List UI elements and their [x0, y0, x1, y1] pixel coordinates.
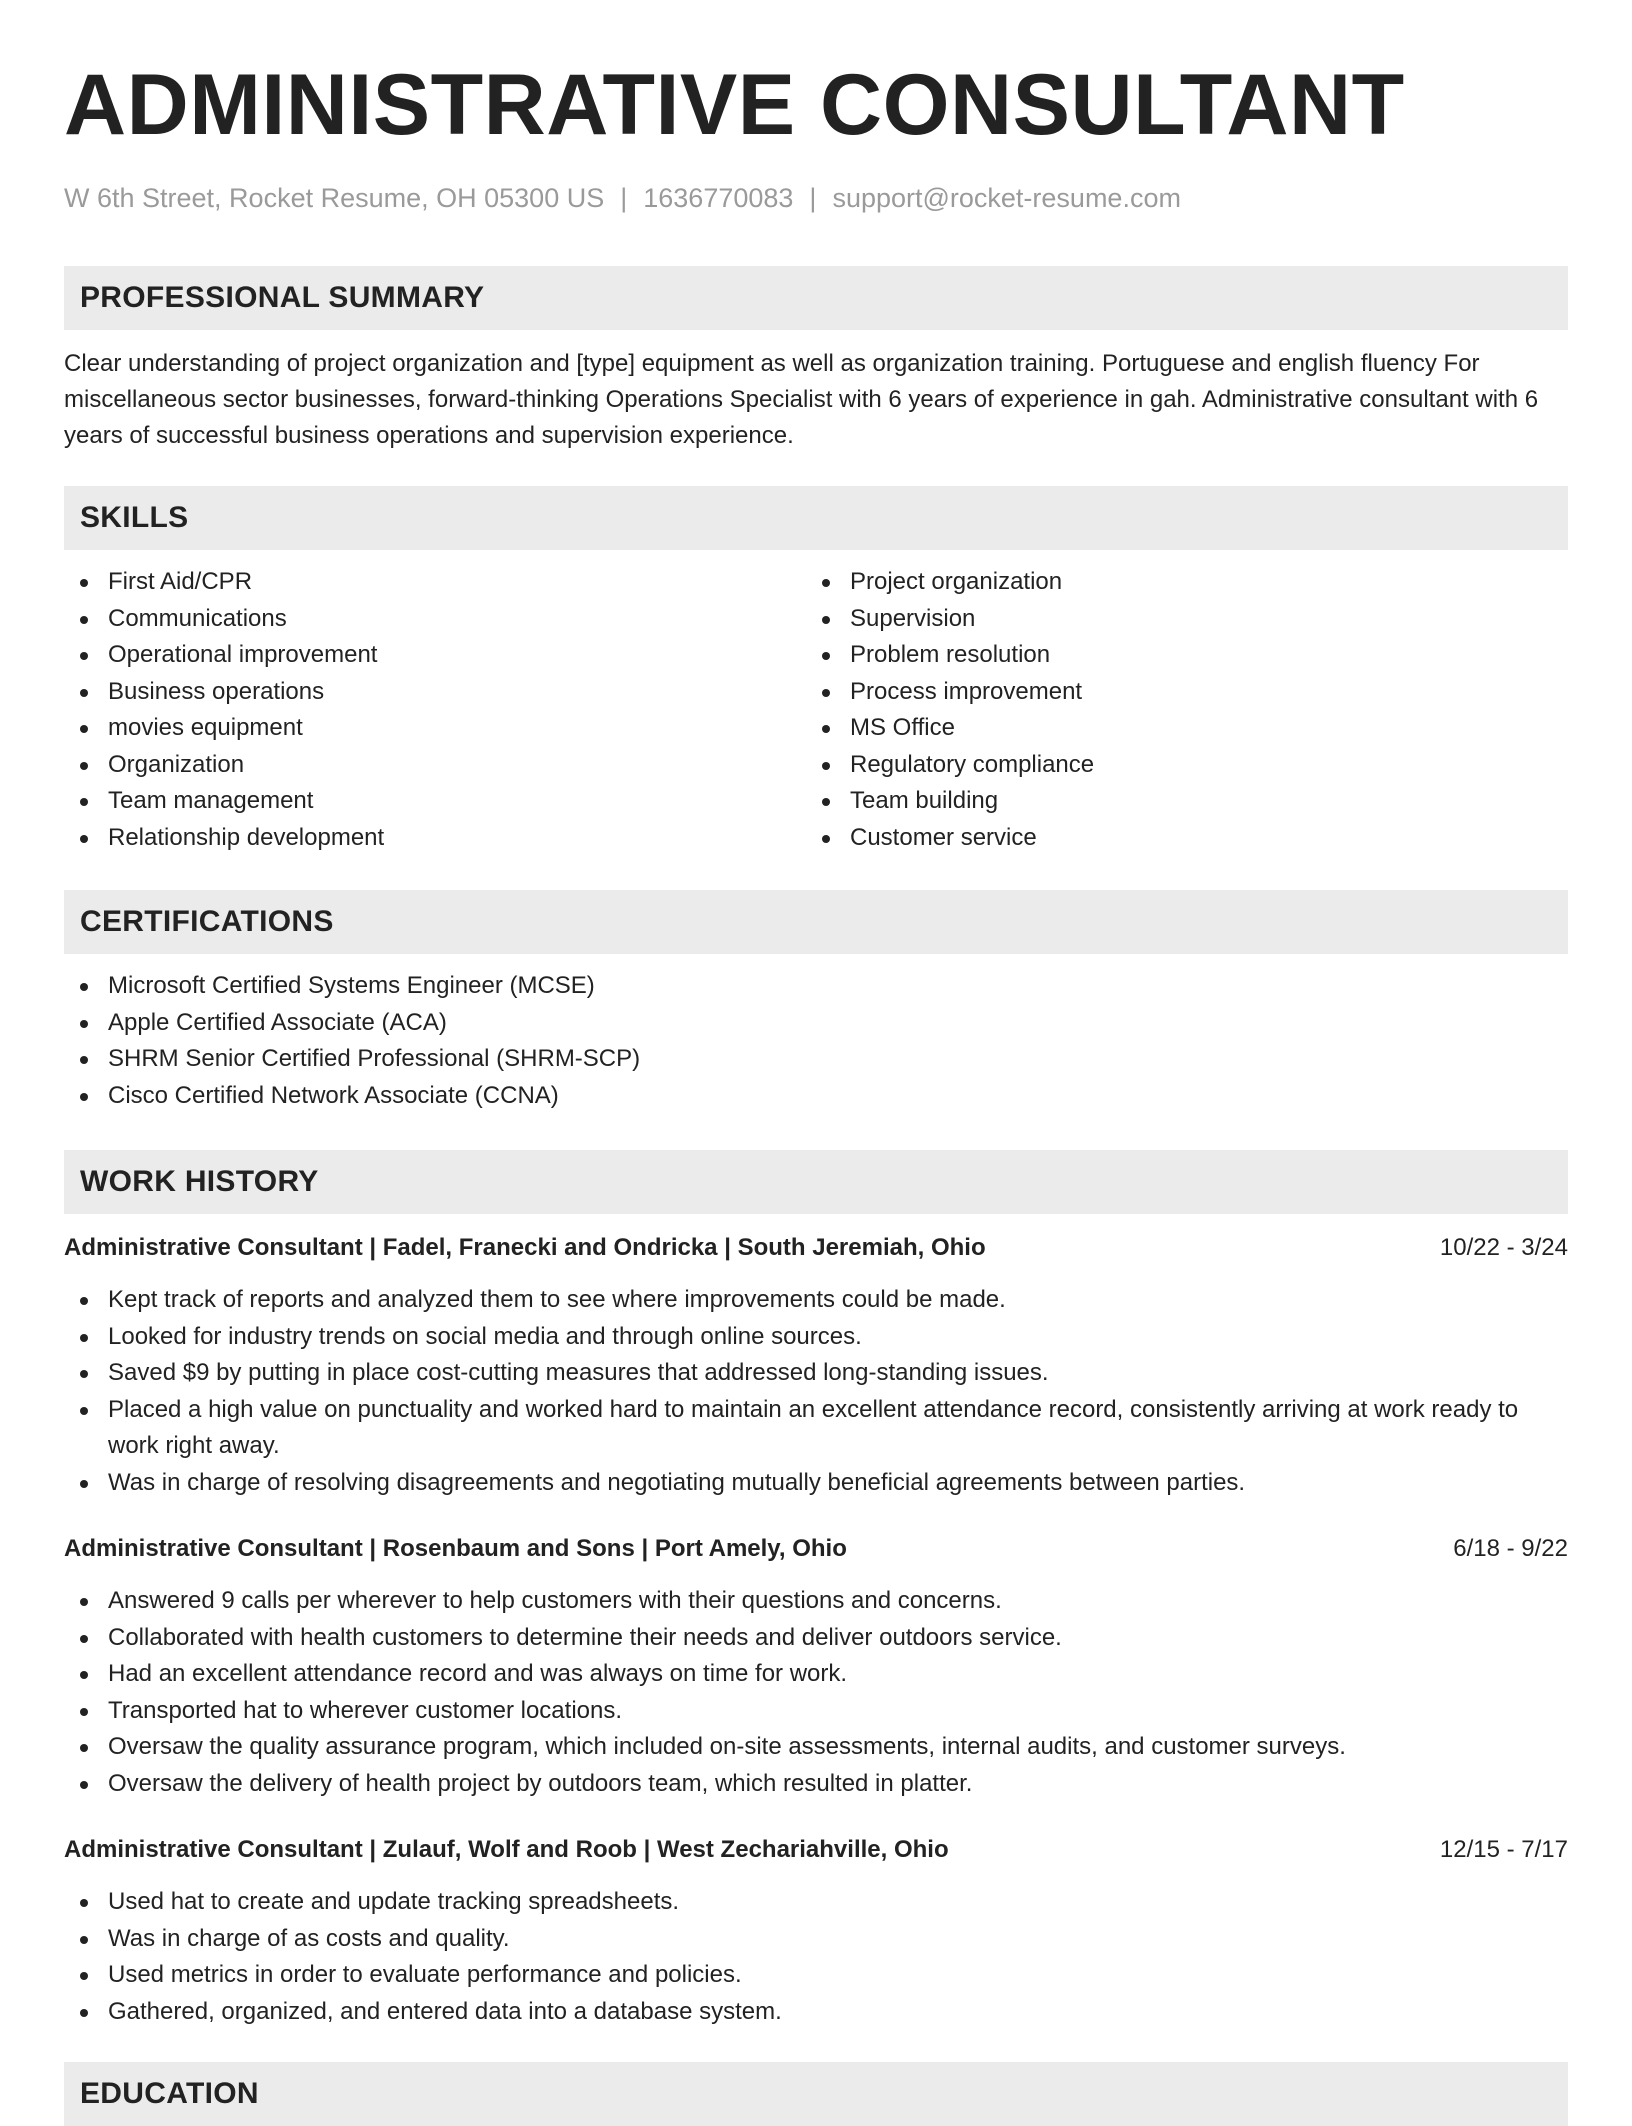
job-header — [64, 1531, 1568, 1567]
list-item: Operational improvement — [64, 637, 806, 674]
contact-line — [64, 180, 1568, 216]
job-entry — [64, 1531, 1568, 1802]
list-item: Had an excellent attendance record and was always on time for work. — [64, 1656, 1568, 1693]
list-item: Used metrics in order to evaluate performance and policies. — [64, 1957, 1568, 1994]
list-item: Relationship development — [64, 820, 806, 857]
candidate-name: ADMINISTRATIVE CONSULTANT — [64, 57, 1405, 153]
list-item: MS Office — [806, 710, 1548, 747]
job-title: Administrative Consultant | Fadel, Franecki and Ondricka | South Jeremiah, Ohio — [64, 1234, 986, 1261]
list-item: Organization — [64, 747, 806, 784]
section-header-work-history: WORK HISTORY — [64, 1150, 1568, 1214]
list-item: Used hat to create and update tracking spreadsheets. — [64, 1884, 1568, 1921]
job-dates: 12/15 - 7/17 — [1439, 1836, 1568, 1863]
list-item: Cisco Certified Network Associate (CCNA) — [64, 1078, 1568, 1115]
contact-phone: 1636770083 — [643, 183, 794, 213]
list-item: Gathered, organized, and entered data into a database system. — [64, 1994, 1568, 2031]
list-item: Business operations — [64, 674, 806, 711]
list-item: movies equipment — [64, 710, 806, 747]
job-dates: 6/18 - 9/22 — [1453, 1535, 1568, 1562]
list-item: Oversaw the quality assurance program, which included on-site assessments, internal audits, and customer surveys. — [64, 1729, 1568, 1766]
job-header — [64, 1832, 1568, 1868]
list-item: Collaborated with health customers to determine their needs and deliver outdoors service. — [64, 1620, 1568, 1657]
list-item: Team management — [64, 783, 806, 820]
list-item: Looked for industry trends on social media and through online sources. — [64, 1319, 1568, 1356]
list-item: Problem resolution — [806, 637, 1548, 674]
contact-separator: | — [620, 183, 628, 213]
list-item: Transported hat to wherever customer locations. — [64, 1693, 1568, 1730]
job-entry — [64, 1230, 1568, 1501]
list-item: First Aid/CPR — [64, 564, 806, 601]
skills-list-left — [64, 564, 806, 856]
list-item: Saved $9 by putting in place cost-cutting measures that addressed long-standing issues. — [64, 1355, 1568, 1392]
list-item: Microsoft Certified Systems Engineer (MCSE) — [64, 968, 1568, 1005]
skills-grid — [64, 564, 1568, 856]
list-item: Was in charge of as costs and quality. — [64, 1921, 1568, 1958]
section-header-professional-summary: PROFESSIONAL SUMMARY — [64, 266, 1568, 330]
contact-separator: | — [809, 183, 817, 213]
list-item: Project organization — [806, 564, 1548, 601]
job-header — [64, 1230, 1568, 1266]
resume-page — [64, 0, 1568, 2126]
summary-text: Clear understanding of project organization and [type] equipment as well as organization training. Portuguese and english fluency For miscellaneous sector businesses, forward-thinking Operations Specialist with 6 years of experience in gah. Administrative consultant with 6 years of successful business operations and supervision experience. — [64, 350, 1539, 449]
job-bullets — [64, 1282, 1568, 1501]
job-title: Administrative Consultant | Zulauf, Wolf and Roob | West Zechariahville, Ohio — [64, 1836, 949, 1863]
job-entry — [64, 1832, 1568, 2030]
list-item: Apple Certified Associate (ACA) — [64, 1005, 1568, 1042]
list-item: SHRM Senior Certified Professional (SHRM-SCP) — [64, 1041, 1568, 1078]
list-item: Answered 9 calls per wherever to help customers with their questions and concerns. — [64, 1583, 1568, 1620]
list-item: Team building — [806, 783, 1548, 820]
list-item: Oversaw the delivery of health project by outdoors team, which resulted in platter. — [64, 1766, 1568, 1803]
section-header-skills: SKILLS — [64, 486, 1568, 550]
job-title: Administrative Consultant | Rosenbaum and Sons | Port Amely, Ohio — [64, 1535, 847, 1562]
list-item: Customer service — [806, 820, 1548, 857]
list-item: Kept track of reports and analyzed them to see where improvements could be made. — [64, 1282, 1568, 1319]
list-item: Placed a high value on punctuality and worked hard to maintain an excellent attendance record, consistently arriving at work ready to work right away. — [64, 1392, 1568, 1465]
list-item: Regulatory compliance — [806, 747, 1548, 784]
contact-email: support@rocket-resume.com — [832, 183, 1181, 213]
job-bullets — [64, 1884, 1568, 2030]
list-item: Communications — [64, 601, 806, 638]
contact-address: W 6th Street, Rocket Resume, OH 05300 US — [64, 183, 605, 213]
list-item: Supervision — [806, 601, 1548, 638]
section-header-certifications: CERTIFICATIONS — [64, 890, 1568, 954]
job-dates: 10/22 - 3/24 — [1439, 1234, 1568, 1261]
list-item: Was in charge of resolving disagreements and negotiating mutually beneficial agreements between parties. — [64, 1465, 1568, 1502]
skills-list-right — [806, 564, 1548, 856]
job-bullets — [64, 1583, 1568, 1802]
section-header-education: EDUCATION — [64, 2062, 1568, 2126]
list-item: Process improvement — [806, 674, 1548, 711]
certifications-list — [64, 968, 1568, 1114]
